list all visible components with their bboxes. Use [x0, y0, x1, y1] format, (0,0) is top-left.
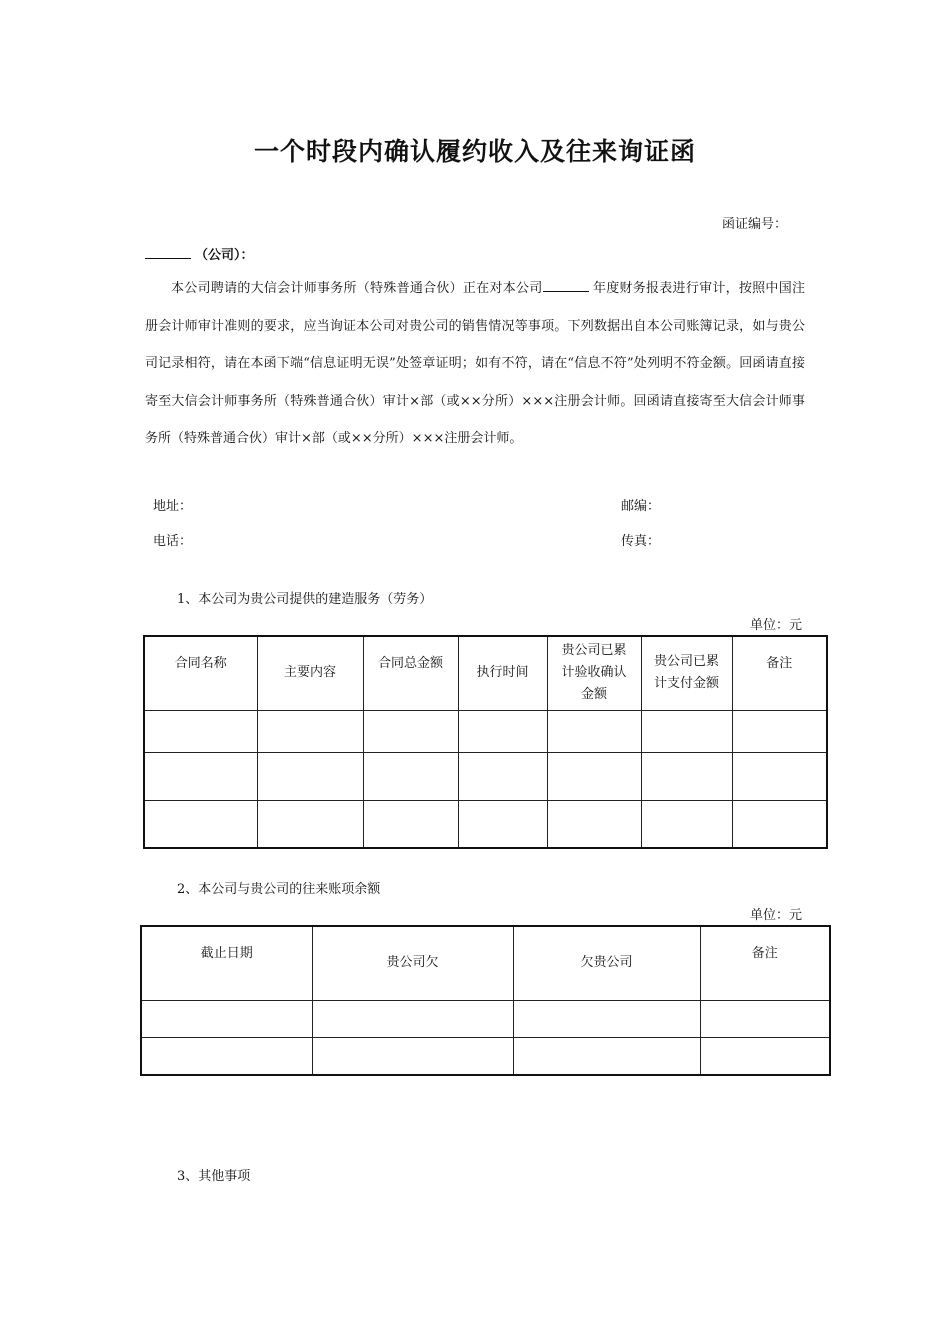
- table-cell[interactable]: [547, 710, 641, 752]
- table-row: [141, 1037, 830, 1075]
- section2-heading: 2、本公司与贵公司的往来账项余额: [177, 882, 381, 897]
- body-text-part2: 年度财务报表进行审计，按照中国注册会计师审计准则的要求，应当询证本公司对贵公司的销售情况等事项。下列数据出自本公司账簿记录，如与贵公司记录相符，请在本函下端“信息证明无误”处签章证明；如有不符，请在“信息不符”处列明不符金额。回函请直接寄至大信会计师事务所（特殊普通合伙）审计×部（或××分所）×××注册会计师。回函请直接寄至大信会计师事务所（特殊普通合伙）审计×部（或××分所）×××注册会计师。: [145, 281, 805, 446]
- header-execution-time: 执行时间: [458, 636, 547, 710]
- addressee-suffix: （公司）：: [195, 248, 254, 263]
- table-cell[interactable]: [547, 800, 641, 848]
- header-main-content: 主要内容: [257, 636, 363, 710]
- header-contract-name: 合同名称: [144, 636, 257, 710]
- table-cell[interactable]: [458, 800, 547, 848]
- table-cell[interactable]: [257, 710, 363, 752]
- table-cell[interactable]: [363, 710, 458, 752]
- year-blank[interactable]: [543, 279, 589, 292]
- table-cell[interactable]: [513, 1000, 700, 1037]
- header-remarks: 备注: [700, 926, 830, 1000]
- account-balance-table: [140, 925, 831, 1076]
- table-cell[interactable]: [641, 752, 732, 800]
- table-cell[interactable]: [641, 800, 732, 848]
- table-cell[interactable]: [513, 1037, 700, 1075]
- section1-unit: 单位：元: [750, 618, 803, 633]
- table-cell[interactable]: [257, 752, 363, 800]
- table-cell[interactable]: [700, 1000, 830, 1037]
- table-row: [144, 710, 827, 752]
- phone-label: 电话：: [153, 534, 193, 549]
- header-owed-by-you: 贵公司欠: [312, 926, 513, 1000]
- table-cell[interactable]: [144, 710, 257, 752]
- table-row: [141, 1000, 830, 1037]
- reference-number-label: 函证编号：: [721, 217, 787, 232]
- address-label: 地址：: [153, 499, 193, 514]
- table-row: [144, 752, 827, 800]
- table-header-row: [141, 926, 830, 1000]
- table-cell[interactable]: [363, 800, 458, 848]
- table-cell[interactable]: [312, 1037, 513, 1075]
- table-cell[interactable]: [141, 1000, 312, 1037]
- body-text-part1: 本公司聘请的大信会计师事务所（特殊普通合伙）正在对本公司: [171, 281, 543, 296]
- table-cell[interactable]: [641, 710, 732, 752]
- header-contract-total: 合同总金额: [363, 636, 458, 710]
- header-paid-amount: 贵公司已累 计支付金额: [641, 636, 732, 710]
- table-cell[interactable]: [732, 710, 827, 752]
- fax-label: 传真：: [621, 534, 661, 549]
- header-cutoff-date: 截止日期: [141, 926, 312, 1000]
- table-cell[interactable]: [312, 1000, 513, 1037]
- table-cell[interactable]: [458, 710, 547, 752]
- table-cell[interactable]: [144, 800, 257, 848]
- table-row: [144, 800, 827, 848]
- table-cell[interactable]: [363, 752, 458, 800]
- table-cell[interactable]: [732, 800, 827, 848]
- table-cell[interactable]: [141, 1037, 312, 1075]
- construction-services-table: [143, 635, 828, 849]
- postcode-label: 邮编：: [621, 499, 661, 514]
- header-accepted-amount: 贵公司已累 计验收确认 金额: [547, 636, 641, 710]
- company-name-blank[interactable]: [145, 247, 191, 259]
- table-cell[interactable]: [257, 800, 363, 848]
- table-cell[interactable]: [732, 752, 827, 800]
- header-owed-to-you: 欠贵公司: [513, 926, 700, 1000]
- table-cell[interactable]: [144, 752, 257, 800]
- letter-title: 一个时段内确认履约收入及往来询证函: [253, 137, 696, 166]
- addressee-line: [145, 244, 254, 263]
- section3-heading: 3、其他事项: [177, 1169, 251, 1184]
- header-remarks: 备注: [732, 636, 827, 710]
- section2-unit: 单位：元: [750, 908, 803, 923]
- section1-heading: 1、本公司为贵公司提供的建造服务（劳务）: [177, 592, 433, 607]
- table-cell[interactable]: [547, 752, 641, 800]
- table-cell[interactable]: [458, 752, 547, 800]
- table-cell[interactable]: [700, 1037, 830, 1075]
- letter-body: [145, 270, 805, 458]
- table-header-row: [144, 636, 827, 710]
